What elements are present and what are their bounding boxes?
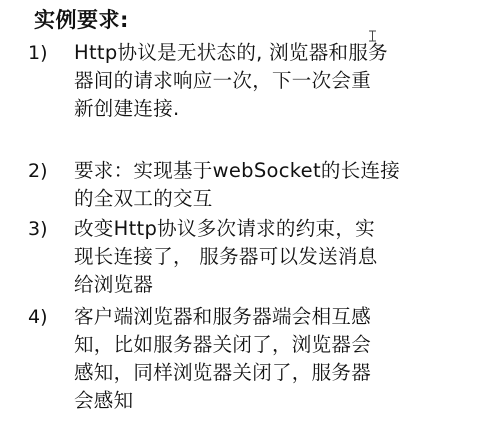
text-line: 改变Http协议多次请求的约束，实 bbox=[74, 217, 375, 240]
list-item-text bbox=[74, 157, 474, 213]
list-item-text bbox=[74, 39, 474, 123]
text-line: 会感知 bbox=[74, 389, 134, 412]
text-line: Http协议是无状态的, 浏览器和服务 bbox=[74, 41, 388, 64]
list-item-number: 2) bbox=[28, 160, 48, 182]
list-item-number: 1) bbox=[28, 42, 48, 64]
list-item-text bbox=[74, 303, 474, 415]
text-line: 知，比如服务器关闭了，浏览器会 bbox=[74, 333, 372, 356]
list-item-text bbox=[74, 215, 474, 299]
text-line: 给浏览器 bbox=[74, 273, 154, 296]
text-line: 客户端浏览器和服务器端会相互感 bbox=[74, 305, 372, 328]
text-line: 的全双工的交互 bbox=[74, 187, 213, 210]
page-title: 实例要求: bbox=[34, 8, 129, 32]
list-item-number: 4) bbox=[28, 306, 48, 328]
text-line: 现长连接了， 服务器可以发送消息 bbox=[74, 245, 378, 268]
text-line: 要求：实现基于webSocket的长连接 bbox=[74, 159, 401, 182]
text-line: 器间的请求响应一次，下一次会重 bbox=[74, 69, 372, 92]
list-item-number: 3) bbox=[28, 218, 48, 240]
text-line: 感知，同样浏览器关闭了，服务器 bbox=[74, 361, 372, 384]
text-line: 新创建连接. bbox=[74, 97, 180, 120]
